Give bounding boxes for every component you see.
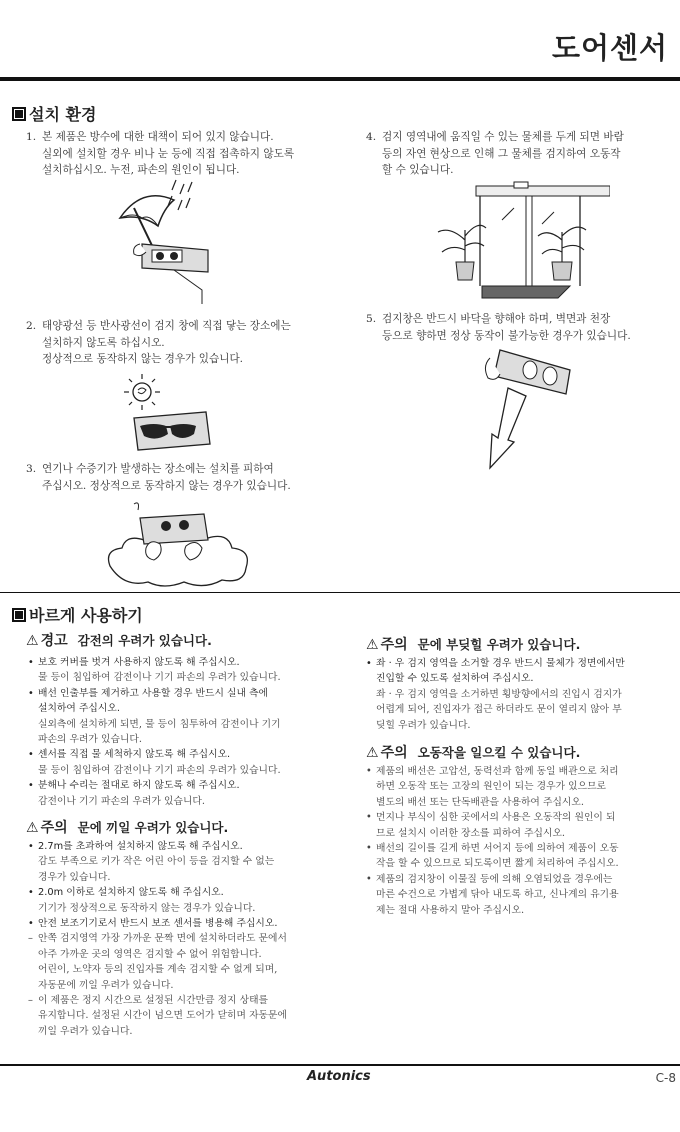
install-item-4: 4. 검지 영역내에 움직일 수 있는 물체를 두게 되면 바람 등의 자연 현상으로 인해 그 물체를 검지하여 오동작 할 수 있습니다. xyxy=(366,131,624,176)
steam-cloud-illustration xyxy=(104,498,254,590)
section-usage-title: 바르게 사용하기 xyxy=(12,603,143,626)
install-item-5: 5. 검지창은 반드시 바닥을 향해야 하며, 벽면과 천장 등으로 향하면 정상 동작이 불가능한 경우가 있습니다. xyxy=(366,313,631,342)
install-item-1: 1. 본 제품은 방수에 대한 대책이 되어 있지 않습니다. 실외에 설치할 경우 비나 눈 등에 직접 접촉하지 않도록 설치하십시오. 누전, 파손의 원인이 됩니다. xyxy=(26,131,295,176)
section-install-title: 설치 환경 xyxy=(12,102,96,125)
list-item: • 센서를 직접 물 세척하지 않도록 해 주십시오. xyxy=(28,747,348,762)
square-bullet-icon xyxy=(12,608,26,622)
list-item: • 배선의 길이를 길게 하면 서어지 등에 의하여 제품이 오동 xyxy=(366,841,676,856)
caution-header-malfunction: ⚠ 주의 오동작을 일으킬 수 있습니다. xyxy=(366,745,581,761)
umbrella-rain-illustration xyxy=(112,178,222,308)
footer-rule xyxy=(0,1064,680,1066)
warning-header: ⚠ 경고 감전의 우려가 있습니다. xyxy=(26,633,212,649)
caution-triangle-icon: ⚠ xyxy=(366,745,379,761)
install-item-2: 2. 태양광선 등 반사광선이 검지 창에 직접 닿는 장소에는 설치하지 않도록 하십시오. 정상적으로 동작하지 않는 경우가 있습니다. xyxy=(26,320,291,365)
page-title: 도어센서 xyxy=(551,31,668,65)
caution-list-malfunction: • 제품의 배선은 고압선, 동력선과 함께 동일 배관으로 처리 하면 오동작 또는 고장의 원인이 되는 경우가 있으므로 별도의 배선 또는 단독배관을 사용하여 주십시오. • 먼지나 부식이 심한 곳에서의 사용은 오동작의 원인이 되 므로 설치시 이러한 장소를 피하여 주십시오. • 배선의 길이를 길게 하면 서어지 등에 의하여 제품이 오동 작을 할 수 있으므로 되도록이면 짧게 처리하여 주십시오. • 제품의 검지창이 이물질 등에 의해 오염되었을 경우에는 마른 수건으로 가볍게 닦아 내도록 하고, 신나계의 유기용 제는 절대 사용하지 말아 주십시오. xyxy=(366,764,676,918)
caution-header-door-collision: ⚠ 주의 문에 부딪힐 우려가 있습니다. xyxy=(366,637,581,653)
sensor-downward-arrow-illustration xyxy=(478,344,582,472)
caution-list-door-collision: • 좌 · 우 검지 영역을 소거할 경우 반드시 물체가 정면에서만 진입할 수 있도록 설치하여 주십시오. 좌 · 우 검지 영역을 소거하면 횡방향에서의 진입시 검지가 어렵게 되어, 진입자가 접근 하더라도 문이 열리지 않아 부 딪힐 우려가 있습니다. xyxy=(366,656,676,733)
section-divider xyxy=(0,592,680,593)
warning-list: • 보호 커버를 벗겨 사용하지 않도록 해 주십시오. 물 등이 침입하여 감전이나 기기 파손의 우려가 있습니다. • 배선 인출부를 제거하고 사용할 경우 반드시 실내 측에 설치하여 주십시오. 실외측에 설치하게 되면, 물 등이 침투하여 감전이나 기기 파손의 우려가 있습니다. • 센서를 직접 물 세척하지 않도록 해 주십시오. 물 등이 침입하여 감전이나 기기 파손의 우려가 있습니다. • 분해나 수리는 절대로 하지 않도록 해 주십시오. 감전이나 기기 파손의 우려가 있습니다. xyxy=(28,655,348,809)
caution-header-door-trap: ⚠ 주의 문에 끼일 우려가 있습니다. xyxy=(26,820,229,836)
brand-logo: Autonics xyxy=(307,1069,371,1084)
install-item-3: 3. 연기나 수증기가 발생하는 장소에는 설치를 피하여 주십시오. 정상적으로 동작하지 않는 경우가 있습니다. xyxy=(26,463,291,492)
list-item: • 좌 · 우 검지 영역을 소거할 경우 반드시 물체가 정면에서만 xyxy=(366,656,676,671)
list-item: • 안전 보조기기로서 반드시 보조 센서를 병용해 주십시오. xyxy=(28,916,348,931)
caution-triangle-icon: ⚠ xyxy=(26,820,39,836)
caution-triangle-icon: ⚠ xyxy=(366,637,379,653)
warning-triangle-icon: ⚠ xyxy=(26,633,39,649)
square-bullet-icon xyxy=(12,107,26,121)
list-item: • 2.0m 이하로 설치하지 않도록 해 주십시오. xyxy=(28,885,348,900)
list-item: • 2.7m를 초과하여 설치하지 않도록 해 주십시오. xyxy=(28,839,348,854)
list-item: • 배선 인출부를 제거하고 사용할 경우 반드시 실내 측에 xyxy=(28,686,348,701)
list-item: • 제품의 검지창이 이물질 등에 의해 오염되었을 경우에는 xyxy=(366,872,676,887)
list-item: • 보호 커버를 벗겨 사용하지 않도록 해 주십시오. xyxy=(28,655,348,670)
header-rule xyxy=(0,77,680,81)
list-item: • 분해나 수리는 절대로 하지 않도록 해 주십시오. xyxy=(28,778,348,793)
list-item: • 먼지나 부식이 심한 곳에서의 사용은 오동작의 원인이 되 xyxy=(366,810,676,825)
caution-list-door-trap: • 2.7m를 초과하여 설치하지 않도록 해 주십시오. 감도 부족으로 키가 작은 어린 아이 등을 검지할 수 없는 경우가 있습니다. • 2.0m 이하로 설치하지 않도록 해 주십시오. 기기가 정상적으로 동작하지 않는 경우가 있습니다. • 안전 보조기기로서 반드시 보조 센서를 병용해 주십시오. – 안쪽 검지영역 가장 가까운 문짝 면에 설치하더라도 문에서 아주 가까운 곳의 영역은 검지할 수 없어 위험합니다. 어린이, 노약자 등의 진입자를 계속 검지할 수 없게 되며, 자동문에 끼일 우려가 있습니다. – 이 제품은 정지 시간으로 설정된 시간만큼 정지 상태를 유지합니다. 설정된 시간이 넘으면 도어가 닫히며 자동문에 끼일 우려가 있습니다. xyxy=(28,839,348,1039)
list-item: • 제품의 배선은 고압선, 동력선과 함께 동일 배관으로 처리 xyxy=(366,764,676,779)
page-number: C-8 xyxy=(655,1071,676,1085)
sun-sensor-illustration xyxy=(110,372,230,452)
automatic-door-plants-illustration xyxy=(430,180,610,302)
